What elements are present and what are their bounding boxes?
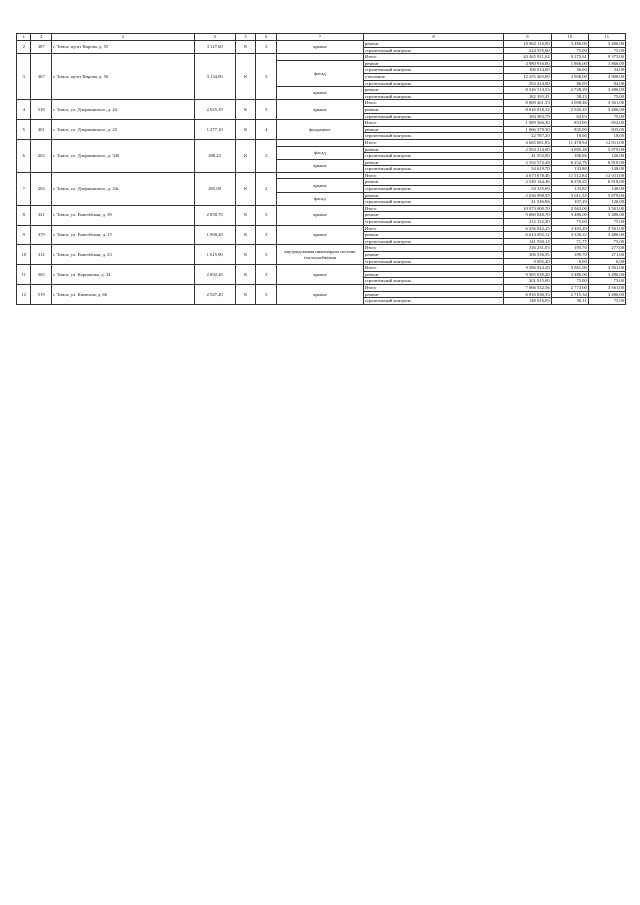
house-id: 204 bbox=[31, 172, 52, 205]
cost-total: 6 256 042,25 bbox=[504, 225, 551, 232]
cost-item: Итого bbox=[363, 139, 503, 146]
work-type bbox=[277, 172, 364, 179]
table-row bbox=[17, 54, 626, 61]
cost-item: строительный контроль bbox=[363, 166, 503, 173]
unit-cost: 75,00 bbox=[551, 278, 588, 285]
cost-total: 54 619,70 bbox=[504, 166, 551, 173]
house-id: 312 bbox=[31, 245, 52, 265]
cost-item: ремонт bbox=[363, 106, 503, 113]
unit-cost: 86,00 bbox=[551, 80, 588, 87]
work-type: крыша bbox=[277, 179, 364, 192]
table-body bbox=[17, 34, 626, 305]
limit-cost: 3 561,00 bbox=[588, 284, 625, 291]
work-type: крыша bbox=[277, 159, 364, 172]
cost-total: 41 552,00 bbox=[504, 153, 551, 160]
limit-cost: 75,00 bbox=[588, 278, 625, 285]
area: 3 134,00 bbox=[194, 54, 235, 100]
cost-total: 10 862 116,00 bbox=[504, 41, 551, 48]
column-number: 9 bbox=[504, 34, 551, 41]
limit-cost: 5 879,00 bbox=[588, 146, 625, 153]
row-number: 6 bbox=[17, 139, 31, 172]
column-number: 5 bbox=[235, 34, 256, 41]
work-type bbox=[277, 139, 364, 146]
address: г. Томск, пр-кт Кирова, д. 55 bbox=[52, 41, 194, 54]
unit-cost: 6,00 bbox=[551, 258, 588, 265]
unit-cost: 5 011,55 bbox=[551, 192, 588, 199]
unit-cost: 106,66 bbox=[551, 153, 588, 160]
floors: 5 bbox=[256, 265, 277, 285]
house-id: 387 bbox=[31, 41, 52, 54]
address: г. Томск, пр-кт Кирова, д. 56 bbox=[52, 54, 194, 100]
row-number: 4 bbox=[17, 100, 31, 120]
table-row bbox=[17, 284, 626, 291]
area: 2 925,19 bbox=[194, 100, 235, 120]
wall-material: К bbox=[235, 139, 256, 172]
column-number: 6 bbox=[256, 34, 277, 41]
limit-cost: 12 011,00 bbox=[588, 172, 625, 179]
work-type: крыша bbox=[277, 225, 364, 245]
work-type: фасад bbox=[277, 192, 364, 205]
cost-total: 212 152,50 bbox=[504, 219, 551, 226]
work-type: фундамент bbox=[277, 120, 364, 140]
cost-total: 184 383,79 bbox=[504, 113, 551, 120]
cost-total: 316 231,03 bbox=[504, 245, 551, 252]
table-row bbox=[17, 172, 626, 179]
floors: 5 bbox=[256, 205, 277, 225]
unit-cost: 8 375,61 bbox=[551, 54, 588, 61]
cost-item: строительный контроль bbox=[363, 199, 503, 206]
limit-cost: 3 561,00 bbox=[588, 205, 625, 212]
limit-cost: 835,00 bbox=[588, 126, 625, 133]
table-row bbox=[17, 100, 626, 107]
row-number: 5 bbox=[17, 120, 31, 140]
cost-total: 1 066 578,50 bbox=[504, 126, 551, 133]
cost-total: 4 673 678,46 bbox=[504, 172, 551, 179]
unit-cost: 133,82 bbox=[551, 186, 588, 193]
wall-material: К bbox=[235, 265, 256, 285]
work-type: фасад bbox=[277, 60, 364, 86]
unit-cost: 2 728,29 bbox=[551, 87, 588, 94]
cost-item: ремонт bbox=[363, 291, 503, 298]
table-row bbox=[17, 120, 626, 127]
cost-item: строительный контроль bbox=[363, 153, 503, 160]
cost-item: Итого bbox=[363, 284, 503, 291]
cost-total: 2 054 314,00 bbox=[504, 146, 551, 153]
limit-cost: 75,00 bbox=[588, 113, 625, 120]
unit-cost: 75,00 bbox=[551, 47, 588, 54]
column-number: 7 bbox=[277, 34, 364, 41]
area: 3 127,60 bbox=[194, 41, 235, 54]
limit-cost: 3 486,00 bbox=[588, 271, 625, 278]
unit-cost: 195,70 bbox=[551, 245, 588, 252]
row-number: 7 bbox=[17, 172, 31, 205]
limit-cost: 3 561,00 bbox=[588, 225, 625, 232]
wall-material: К bbox=[235, 54, 256, 100]
floors: 5 bbox=[256, 284, 277, 304]
limit-cost: 12 011,00 bbox=[588, 139, 625, 146]
wall-material: К bbox=[235, 120, 256, 140]
limit-cost: 3 561,00 bbox=[588, 100, 625, 107]
limit-cost: 1 866,00 bbox=[588, 60, 625, 67]
unit-cost: 835,00 bbox=[551, 126, 588, 133]
table-row bbox=[17, 265, 626, 272]
unit-cost: 2 715,34 bbox=[551, 291, 588, 298]
house-id: 519 bbox=[31, 284, 52, 304]
limit-cost: 148,00 bbox=[588, 166, 625, 173]
column-number: 8 bbox=[363, 34, 503, 41]
work-type: крыша bbox=[277, 205, 364, 225]
area: 408,23 bbox=[194, 139, 235, 172]
work-type: крыша bbox=[277, 265, 364, 285]
unit-cost: 2 563,00 bbox=[551, 205, 588, 212]
floors: 5 bbox=[256, 225, 277, 245]
unit-cost: 11 478,94 bbox=[551, 139, 588, 146]
cost-total: 6 916 636,33 bbox=[504, 291, 551, 298]
address: г. Томск, ул. Дзержинского, д. 34б bbox=[52, 139, 194, 172]
limit-cost: 75,00 bbox=[588, 47, 625, 54]
limit-cost: 277,00 bbox=[588, 245, 625, 252]
cost-total: 106 024,00 bbox=[504, 67, 551, 74]
cost-total: 1 089 366,30 bbox=[504, 120, 551, 127]
cost-total: 306 536,35 bbox=[504, 252, 551, 259]
row-number: 8 bbox=[17, 205, 31, 225]
limit-cost: 3 486,00 bbox=[588, 41, 625, 48]
unit-cost: 107,29 bbox=[551, 199, 588, 206]
unit-cost: 58,11 bbox=[551, 298, 588, 305]
unit-cost: 853,00 bbox=[551, 120, 588, 127]
area: 1 277,10 bbox=[194, 120, 235, 140]
cost-total: 8 546 514,53 bbox=[504, 87, 551, 94]
cost-total: 12 255 465,00 bbox=[504, 73, 551, 80]
unit-cost: 58,23 bbox=[551, 93, 588, 100]
column-number: 2 bbox=[31, 34, 52, 41]
cost-total: 9 695,40 bbox=[504, 258, 551, 265]
limit-cost: 3 486,00 bbox=[588, 232, 625, 239]
table-row bbox=[17, 245, 626, 252]
cost-item: строительный контроль bbox=[363, 80, 503, 87]
floors: 5 bbox=[256, 245, 277, 265]
unit-cost: 2 773,00 bbox=[551, 284, 588, 291]
limit-cost: 75,00 bbox=[588, 298, 625, 305]
limit-cost: 75,00 bbox=[588, 93, 625, 100]
limit-cost: 75,00 bbox=[588, 219, 625, 226]
cost-item: ремонт bbox=[363, 252, 503, 259]
unit-cost: 6 252,76 bbox=[551, 159, 588, 166]
row-number: 11 bbox=[17, 265, 31, 285]
house-id: 367 bbox=[31, 54, 52, 100]
cost-total: 2 552 572,48 bbox=[504, 159, 551, 166]
wall-material: К bbox=[235, 245, 256, 265]
limit-cost: 9 373,00 bbox=[588, 54, 625, 61]
address: г. Томск, ул. Карташова, д. 34 bbox=[52, 265, 194, 285]
cost-item: строительный контроль bbox=[363, 133, 503, 140]
floors: 5 bbox=[256, 41, 277, 54]
cost-item: ремонт bbox=[363, 212, 503, 219]
table-row bbox=[17, 139, 626, 146]
cost-item: ремонт bbox=[363, 179, 503, 186]
cost-item: строительный контроль bbox=[363, 47, 503, 54]
floors: 2 bbox=[256, 139, 277, 172]
unit-cost: 71,77 bbox=[551, 238, 588, 245]
limit-cost: 126,00 bbox=[588, 199, 625, 206]
column-number: 4 bbox=[194, 34, 235, 41]
unit-cost: 3 561,00 bbox=[551, 265, 588, 272]
address: г. Томск, ул. Енисейская, д. 15 bbox=[52, 225, 194, 245]
unit-cost: 6 259,25 bbox=[551, 179, 588, 186]
cost-item: Итого bbox=[363, 100, 503, 107]
house-id: 203 bbox=[31, 139, 52, 172]
wall-material: К bbox=[235, 205, 256, 225]
cost-total: 10 073 000,70 bbox=[504, 205, 551, 212]
limit-cost: 271,00 bbox=[588, 252, 625, 259]
limit-cost: 34,00 bbox=[588, 67, 625, 74]
cost-total: 7 066 532,56 bbox=[504, 284, 551, 291]
cost-total: 9 586 924,20 bbox=[504, 265, 551, 272]
cost-total: 54 335,69 bbox=[504, 186, 551, 193]
limit-cost: 5 879,00 bbox=[588, 192, 625, 199]
floors: 5 bbox=[256, 100, 277, 120]
cost-item: ремонт bbox=[363, 41, 503, 48]
house-id: 401 bbox=[31, 120, 52, 140]
work-type: крыша bbox=[277, 87, 364, 100]
unit-cost: 3 008,46 bbox=[551, 100, 588, 107]
house-id: 365 bbox=[31, 265, 52, 285]
wall-material: К bbox=[235, 172, 256, 205]
cost-item: Итого bbox=[363, 265, 503, 272]
limit-cost: 75,00 bbox=[588, 238, 625, 245]
cost-item: Итого bbox=[363, 120, 503, 127]
unit-cost: 3 486,00 bbox=[551, 212, 588, 219]
unit-cost: 133,80 bbox=[551, 166, 588, 173]
address: г. Томск, ул. Енисейская, д. 23 bbox=[52, 245, 194, 265]
work-type bbox=[277, 54, 364, 61]
cost-total: 6 614 492,12 bbox=[504, 232, 551, 239]
cost-item: ремонт bbox=[363, 192, 503, 199]
cost-total: 182 395,41 bbox=[504, 93, 551, 100]
row-number: 3 bbox=[17, 54, 31, 100]
unit-cost: 11 512,84 bbox=[551, 172, 588, 179]
row-number: 12 bbox=[17, 284, 31, 304]
unit-cost: 63,03 bbox=[551, 113, 588, 120]
cost-item: Итого bbox=[363, 172, 503, 179]
column-number: 1 bbox=[17, 34, 31, 41]
cost-total: 9 860 848,70 bbox=[504, 212, 551, 219]
unit-cost: 3 486,00 bbox=[551, 271, 588, 278]
cost-total: 2 540 144,46 bbox=[504, 179, 551, 186]
limit-cost: 6,00 bbox=[588, 258, 625, 265]
cost-item: строительный контроль bbox=[363, 298, 503, 305]
cost-item: Итого bbox=[363, 225, 503, 232]
unit-cost: 189,70 bbox=[551, 252, 588, 259]
cost-item: строительный контроль bbox=[363, 278, 503, 285]
cost-item: Итого bbox=[363, 54, 503, 61]
cost-item: ремонт bbox=[363, 271, 503, 278]
limit-cost: 3 486,00 bbox=[588, 291, 625, 298]
address: г. Томск, ул. Дзержинского, д. 24 bbox=[52, 100, 194, 120]
cost-total: 4 665 681,03 bbox=[504, 139, 551, 146]
unit-cost: 36,00 bbox=[551, 67, 588, 74]
unit-cost: 3 403,49 bbox=[551, 225, 588, 232]
house-id: 518 bbox=[31, 100, 52, 120]
column-number: 11 bbox=[588, 34, 625, 41]
wall-material: К bbox=[235, 225, 256, 245]
limit-cost: 126,00 bbox=[588, 153, 625, 160]
column-number: 3 bbox=[52, 34, 194, 41]
cost-item: строительный контроль bbox=[363, 67, 503, 74]
cost-total: 8 800 401,33 bbox=[504, 100, 551, 107]
row-number: 9 bbox=[17, 225, 31, 245]
area: 2 858,70 bbox=[194, 205, 235, 225]
cost-item: ремонт bbox=[363, 60, 503, 67]
house-id: 321 bbox=[31, 205, 52, 225]
unit-cost: 18,00 bbox=[551, 133, 588, 140]
cost-item: ремонт bbox=[363, 146, 503, 153]
row-number: 2 bbox=[17, 41, 31, 54]
cost-total: 22 787,20 bbox=[504, 133, 551, 140]
address: г. Томск, ул. Киевская, д. 66 bbox=[52, 284, 194, 304]
house-id: 479 bbox=[31, 225, 52, 245]
limit-cost: 3 486,00 bbox=[588, 212, 625, 219]
limit-cost: 148,00 bbox=[588, 186, 625, 193]
unit-cost: 4 985,28 bbox=[551, 146, 588, 153]
work-type: крыша bbox=[277, 100, 364, 120]
address: г. Томск, ул. Дзержинского, д. 34г bbox=[52, 172, 194, 205]
unit-cost: 3 486,00 bbox=[551, 41, 588, 48]
cost-item: строительный контроль bbox=[363, 238, 503, 245]
area: 1 615,90 bbox=[194, 245, 235, 265]
floors: 5 bbox=[256, 54, 277, 100]
capital-repair-table bbox=[16, 33, 626, 305]
cost-item: строительный контроль bbox=[363, 93, 503, 100]
unit-cost: 3 908,00 bbox=[551, 73, 588, 80]
cost-total: 148 016,03 bbox=[504, 298, 551, 305]
unit-cost: 2 945,45 bbox=[551, 106, 588, 113]
column-number: 10 bbox=[551, 34, 588, 41]
cost-item: ремонт bbox=[363, 126, 503, 133]
cost-total: 9 385 039,20 bbox=[504, 271, 551, 278]
area: 2 692,20 bbox=[194, 265, 235, 285]
limit-cost: 6 918,00 bbox=[588, 159, 625, 166]
cost-item: строительный контроль bbox=[363, 219, 503, 226]
cost-item: ремонт bbox=[363, 232, 503, 239]
floors: 2 bbox=[256, 172, 277, 205]
limit-cost: 3 908,00 bbox=[588, 73, 625, 80]
table-row bbox=[17, 205, 626, 212]
area: 405,00 bbox=[194, 172, 235, 205]
limit-cost: 3 486,00 bbox=[588, 106, 625, 113]
cost-total: 224 555,00 bbox=[504, 47, 551, 54]
cost-total: 2 036 998,35 bbox=[504, 192, 551, 199]
wall-material: К bbox=[235, 100, 256, 120]
floors: 4 bbox=[256, 120, 277, 140]
address: г. Томск, ул. Дзержинского, д. 25 bbox=[52, 120, 194, 140]
cost-item: ремонт bbox=[363, 87, 503, 94]
cost-total: 41 546,06 bbox=[504, 199, 551, 206]
wall-material: К bbox=[235, 41, 256, 54]
work-type: крыша bbox=[277, 41, 364, 54]
cost-item: Итого bbox=[363, 205, 503, 212]
cost-item: Итого bbox=[363, 245, 503, 252]
work-type: внутридомовая инженерная система теплоснабжения bbox=[277, 245, 364, 265]
work-type: фасад bbox=[277, 146, 364, 159]
unit-cost: 1 866,00 bbox=[551, 60, 588, 67]
limit-cost: 852,00 bbox=[588, 120, 625, 127]
work-type: крыша bbox=[277, 284, 364, 304]
address: г. Томск, ул. Енисейская, д. 39 bbox=[52, 205, 194, 225]
cost-total: 263 424,00 bbox=[504, 80, 551, 87]
area: 2 547,20 bbox=[194, 284, 235, 304]
cost-item: строительный контроль bbox=[363, 113, 503, 120]
cost-item: утепление bbox=[363, 73, 503, 80]
row-number: 10 bbox=[17, 245, 31, 265]
wall-material: К bbox=[235, 284, 256, 304]
area: 1 968,20 bbox=[194, 225, 235, 245]
cost-item: строительный контроль bbox=[363, 258, 503, 265]
limit-cost: 6 918,00 bbox=[588, 179, 625, 186]
cost-item: строительный контроль bbox=[363, 186, 503, 193]
column-number-row bbox=[17, 34, 626, 41]
cost-total: 20 265 921,04 bbox=[504, 54, 551, 61]
cost-total: 141 550,13 bbox=[504, 238, 551, 245]
limit-cost: 3 561,00 bbox=[588, 265, 625, 272]
cost-item: ремонт bbox=[363, 159, 503, 166]
unit-cost: 3 330,22 bbox=[551, 232, 588, 239]
cost-total: 4 980 916,00 bbox=[504, 60, 551, 67]
unit-cost: 75,00 bbox=[551, 219, 588, 226]
limit-cost: 18,00 bbox=[588, 133, 625, 140]
cost-total: 8 616 018,32 bbox=[504, 106, 551, 113]
limit-cost: 84,00 bbox=[588, 80, 625, 87]
table-row bbox=[17, 225, 626, 232]
limit-cost: 3 486,00 bbox=[588, 87, 625, 94]
cost-total: 201 915,00 bbox=[504, 278, 551, 285]
table-row bbox=[17, 41, 626, 48]
